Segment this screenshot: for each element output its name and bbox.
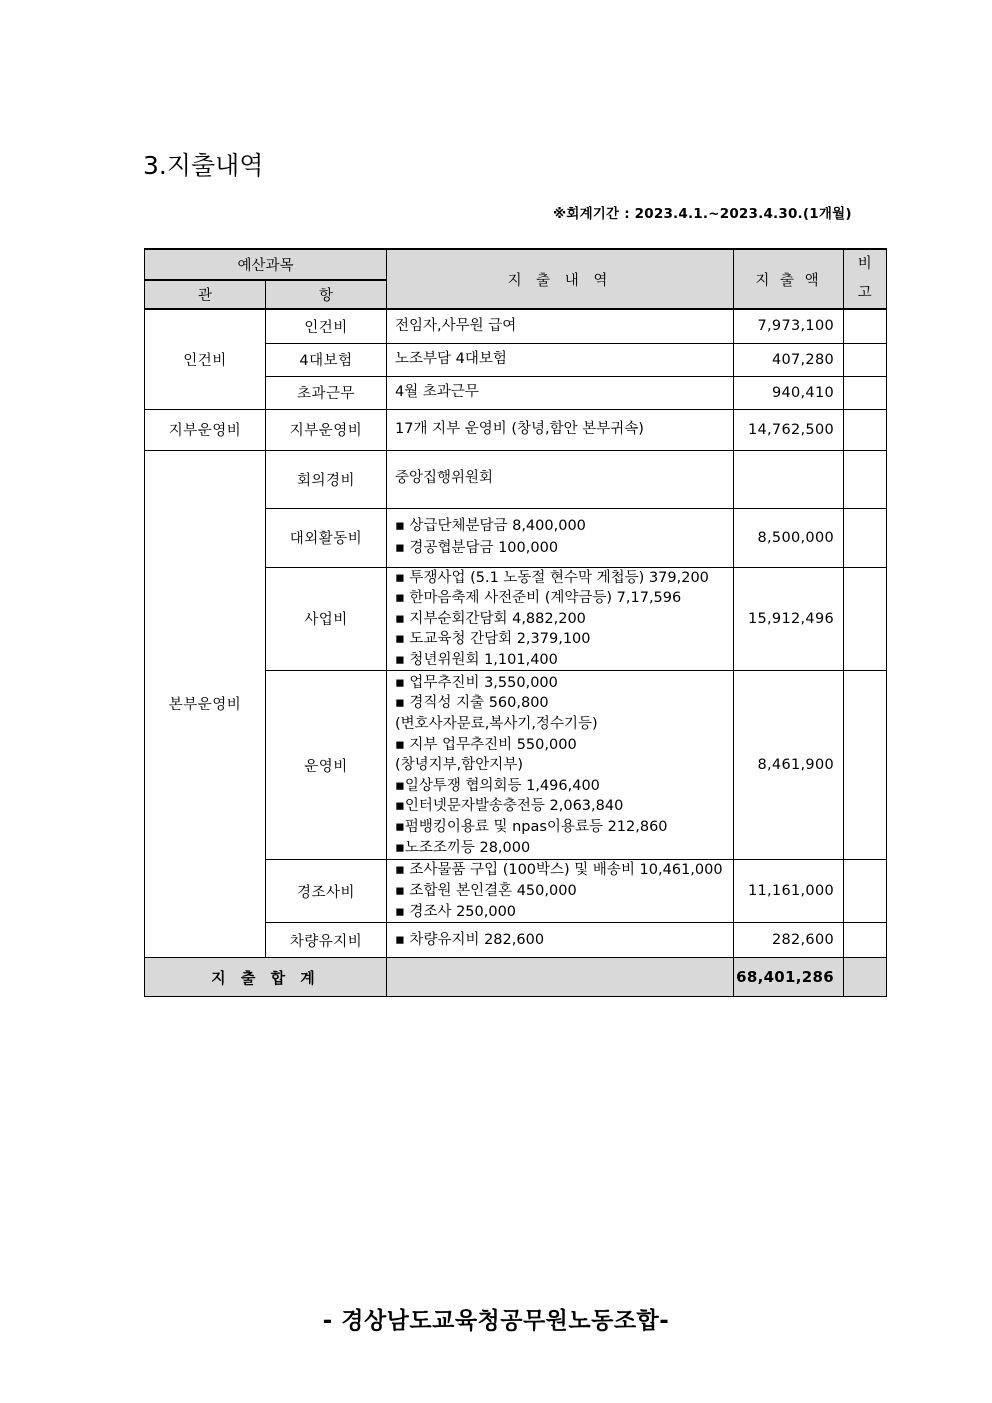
gwan-cell: 인건비 — [145, 309, 266, 409]
table-row — [145, 409, 887, 450]
remark-header-line-2: 고 — [857, 285, 873, 301]
details-line: 4월 초과근무 — [395, 383, 479, 400]
amount-cell: 7,973,100 — [734, 309, 844, 343]
details-cell — [387, 923, 734, 958]
details-line: ▪ 경공협분담금 100,000 — [395, 539, 559, 556]
organization-footer: - 경상남도교육청공무원노동조합- — [322, 1308, 670, 1334]
hang-cell: 사업비 — [266, 567, 387, 671]
hang-cell: 경조사비 — [266, 860, 387, 923]
page-title: 3.지출내역 — [143, 151, 264, 180]
hang-cell: 4대보험 — [266, 343, 387, 376]
details-cell — [387, 409, 734, 450]
details-line: (창녕지부,함안지부) — [395, 757, 523, 774]
hang-header: 항 — [266, 280, 387, 309]
hang-cell: 지부운영비 — [266, 409, 387, 450]
gwan-cell: 본부운영비 — [145, 450, 266, 958]
details-cell — [387, 450, 734, 508]
amount-header: 지 출 액 — [734, 249, 844, 309]
details-line: ▪ 한마음축제 사전준비 (계약금등) 7,17,596 — [395, 590, 682, 607]
details-line: ▪일상투쟁 협의회등 1,496,400 — [395, 777, 600, 794]
remark-cell — [844, 671, 887, 860]
details-line: ▪ 경조사 250,000 — [395, 903, 517, 920]
remark-header-line-1: 비 — [857, 256, 873, 272]
details-line: ▪ 차량유지비 282,600 — [395, 931, 545, 948]
gwan-cell: 지부운영비 — [145, 409, 266, 450]
details-line: ▪인터넷문자발송충전등 2,063,840 — [395, 798, 624, 815]
details-line: ▪펌뱅킹이용료 및 npas이용료등 212,860 — [395, 818, 668, 835]
details-cell — [387, 860, 734, 923]
details-cell — [387, 309, 734, 343]
remark-header — [844, 249, 887, 309]
details-line: 중앙집행위원회 — [395, 470, 494, 487]
hang-cell: 인건비 — [266, 309, 387, 343]
total-remark-cell — [844, 958, 887, 997]
details-cell — [387, 508, 734, 567]
remark-cell — [844, 309, 887, 343]
details-line: (변호사자문료,복사기,정수기등) — [395, 715, 598, 732]
details-line: ▪노조조끼등 28,000 — [395, 839, 531, 856]
details-line: ▪ 도교육청 간담회 2,379,100 — [395, 631, 591, 648]
details-line: ▪ 청년위원회 1,101,400 — [395, 651, 558, 668]
details-line: ▪ 상급단체분담금 8,400,000 — [395, 518, 586, 534]
details-cell — [387, 671, 734, 860]
amount-cell: 940,410 — [734, 376, 844, 409]
details-cell — [387, 376, 734, 409]
remark-cell — [844, 409, 887, 450]
remark-cell — [844, 508, 887, 567]
gwan-header: 관 — [145, 280, 266, 309]
details-line: ▪ 조사물품 구입 (100박스) 및 배송비 10,461,000 — [395, 862, 723, 879]
accounting-period: ※회계기간 : 2023.4.1.~2023.4.30.(1개월) — [553, 206, 852, 222]
details-cell — [387, 567, 734, 671]
hang-cell: 운영비 — [266, 671, 387, 860]
details-header: 지 출 내 역 — [387, 249, 734, 309]
hang-cell: 대외활동비 — [266, 508, 387, 567]
total-details-cell — [387, 958, 734, 997]
amount-cell: 15,912,496 — [734, 567, 844, 671]
remark-cell — [844, 567, 887, 671]
total-row — [145, 958, 887, 997]
details-line: ▪ 경직성 지출 560,800 — [395, 695, 549, 712]
details-line: ▪ 업무추진비 3,550,000 — [395, 674, 558, 691]
amount-cell: 11,161,000 — [734, 860, 844, 923]
total-amount: 68,401,286 — [734, 958, 844, 997]
remark-cell — [844, 376, 887, 409]
amount-cell: 14,762,500 — [734, 409, 844, 450]
details-line: ▪ 지부 업무추진비 550,000 — [395, 736, 577, 753]
amount-cell — [734, 450, 844, 508]
details-cell — [387, 343, 734, 376]
amount-cell: 407,280 — [734, 343, 844, 376]
details-line: ▪ 조합원 본인결혼 450,000 — [395, 883, 577, 900]
budget-items-header: 예산과목 — [145, 249, 387, 280]
remark-cell — [844, 343, 887, 376]
amount-cell: 282,600 — [734, 923, 844, 958]
total-label: 지 출 합 계 — [145, 958, 387, 997]
header-row — [145, 249, 887, 280]
remark-cell — [844, 923, 887, 958]
hang-cell: 초과근무 — [266, 376, 387, 409]
remark-cell — [844, 450, 887, 508]
details-line: 전임자,사무원 급여 — [395, 317, 517, 334]
amount-cell: 8,500,000 — [734, 508, 844, 567]
details-line: 노조부담 4대보험 — [395, 350, 507, 367]
hang-cell: 차량유지비 — [266, 923, 387, 958]
details-line: ▪ 투쟁사업 (5.1 노동절 현수막 게첩등) 379,200 — [395, 569, 709, 586]
amount-cell: 8,461,900 — [734, 671, 844, 860]
table-row — [145, 450, 887, 508]
expenditure-table — [144, 248, 887, 997]
details-line: 17개 지부 운영비 (창녕,함안 본부귀속) — [395, 420, 644, 437]
details-line: ▪ 지부순회간담회 4,882,200 — [395, 610, 586, 627]
hang-cell: 회의경비 — [266, 450, 387, 508]
table-row — [145, 309, 887, 343]
remark-cell — [844, 860, 887, 923]
